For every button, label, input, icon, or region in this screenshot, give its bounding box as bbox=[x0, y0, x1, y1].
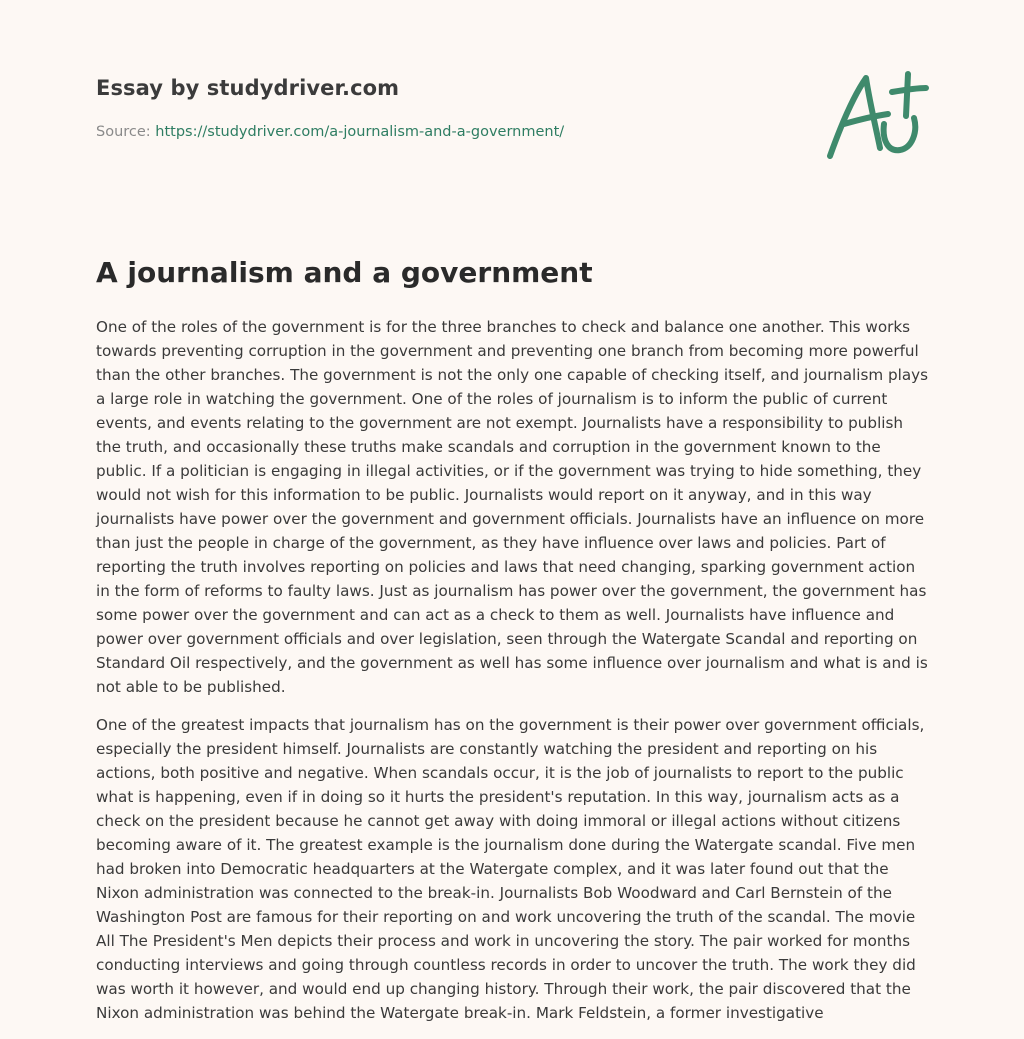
source-link[interactable]: https://studydriver.com/a-journalism-and-a-government/ bbox=[155, 124, 565, 140]
source-line bbox=[96, 124, 564, 140]
paragraph: One of the roles of the government is for the three branches to check and balance one another. This works towards preventing corruption in the government and preventing one branch from becoming more powerful than the other branches. The government is not the only one capable of checking itself, and journalism plays a large role in watching the government. One of the roles of journalism is to inform the public of current events, and events relating to the government are not exempt. Journalists have a responsibility to publish the truth, and occasionally these truths make scandals and corruption in the government known to the public. If a politician is engaging in illegal activities, or if the government was trying to hide something, they would not wish for this information to be public. Journalists would report on it anyway, and in this way journalists have power over the government and government officials. Journalists have an influence on more than just the people in charge of the government, as they have influence over laws and policies. Part of reporting the truth involves reporting on policies and laws that need changing, sparking government action in the form of reforms to faulty laws. Just as journalism has power over the government, the government has some power over the government and can act as a check to them as well. Journalists have influence and power over government officials and over legislation, seen through the Watergate Scandal and reporting on Standard Oil respectively, and the government as well has some influence over journalism and what is and is not able to be published. bbox=[96, 318, 929, 696]
site-title: Essay by studydriver.com bbox=[96, 76, 400, 100]
article-body bbox=[96, 315, 930, 1039]
article-title: A journalism and a government bbox=[96, 256, 593, 289]
paragraph: One of the greatest impacts that journalism has on the government is their power over government officials, especially the president himself. Journalists are constantly watching the president and reporting on his actions, both positive and negative. When scandals occur, it is the job of journalists to report to the public what is happening, even if in doing so it hurts the president's reputation. In this way, journalism acts as a check on the president because he cannot get away with doing immoral or illegal actions without citizens becoming aware of it. The greatest example is the journalism done during the Watergate scandal. Five men had broken into Democratic headquarters at the Watergate complex, and it was later found out that the Nixon administration was connected to the break-in. Journalists Bob Woodward and Carl Bernstein of the Washington Post are famous for their reporting on and work uncovering the truth of the scandal. The movie All The President's Men depicts their process and work in uncovering the story. The pair worked for months conducting interviews and going through countless records in order to uncover the truth. The work they did was worth it however, and would end up changing history. Through their work, the pair discovered that the Nixon administration was behind the Watergate break-in. Mark Feldstein, a former investigative bbox=[96, 716, 925, 1022]
source-label: Source: bbox=[96, 124, 151, 140]
a-plus-grade-icon bbox=[822, 68, 930, 164]
